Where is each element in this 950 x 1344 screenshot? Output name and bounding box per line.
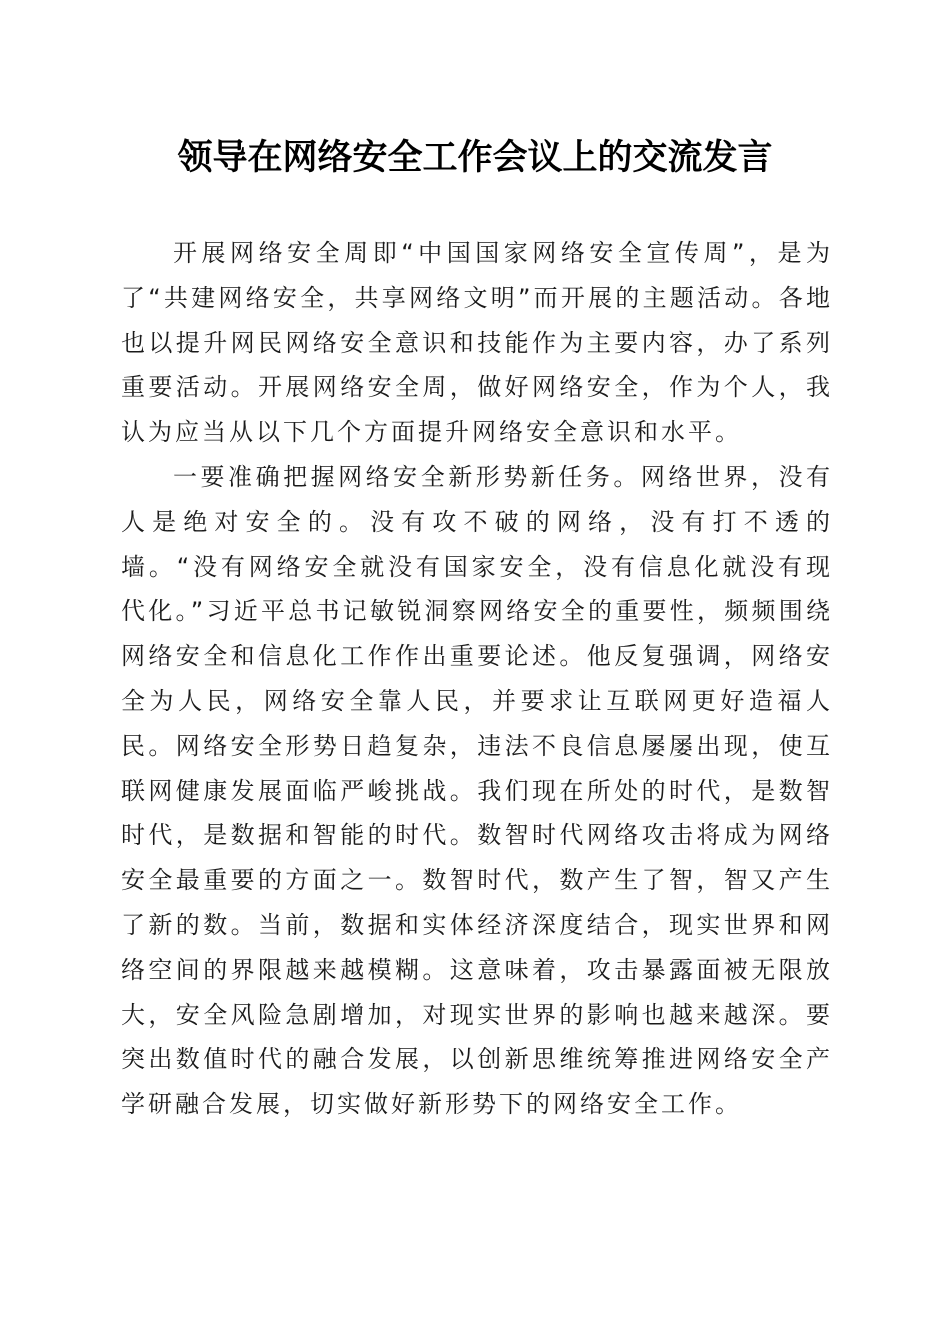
- paragraph-point-one: 一要准确把握网络安全新形势新任务。网络世界，没有人是绝对安全的。没有攻不破的网络，没有打不透的墙。“没有网络安全就没有国家安全，没有信息化就没有现代化。”习近平总书记敏锐洞察网络安全的重要性，频频围绕网络安全和信息化工作作出重要论述。他反复强调，网络安全为人民，网络安全靠人民，并要求让互联网更好造福人民。网络安全形势日趋复杂，违法不良信息屡屡出现，使互联网健康发展面临严峻挑战。我们现在所处的时代，是数智时代，是数据和智能的时代。数智时代网络攻击将成为网络安全最重要的方面之一。数智时代，数产生了智，智又产生了新的数。当前，数据和实体经济深度结合，现实世界和网络空间的界限越来越模糊。这意味着，攻击暴露面被无限放大，安全风险急剧增加，对现实世界的影响也越来越深。要突出数值时代的融合发展，以创新思维统筹推进网络安全产学研融合发展，切实做好新形势下的网络安全工作。: [121, 462, 833, 1119]
- paragraph-intro: 开展网络安全周即“中国国家网络安全宣传周”，是为了“共建网络安全，共享网络文明”而开展的主题活动。各地也以提升网民网络安全意识和技能作为主要内容，办了系列重要活动。开展网络安全周，做好网络安全，作为个人，我认为应当从以下几个方面提升网络安全意识和水平。: [121, 239, 833, 447]
- document-title: 领导在网络安全工作会议上的交流发言: [177, 137, 773, 178]
- document-body: [121, 231, 833, 1127]
